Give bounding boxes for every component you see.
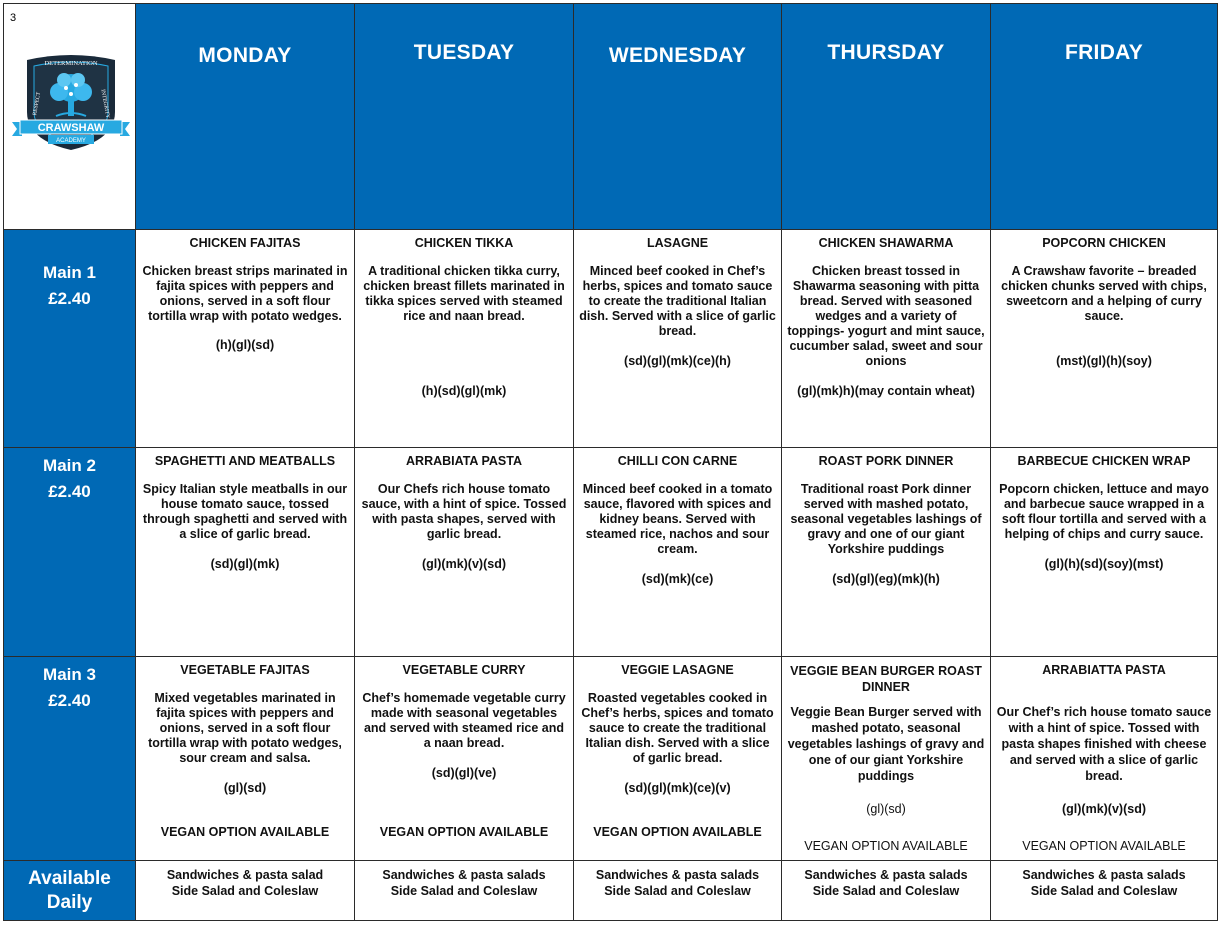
menu-cell (574, 448, 782, 657)
logo-motto-right: INTEGRITY (99, 88, 111, 119)
menu-cell (136, 448, 355, 657)
dish-title: POPCORN CHICKEN (1042, 236, 1166, 250)
dish-description: Traditional roast Pork dinner served with mashed potato, seasonal vegetables lashings of gravy and one of our giant Yorkshire puddings (790, 482, 982, 556)
allergen-codes: (gl)(mk)h)(may contain wheat) (797, 384, 975, 398)
allergen-codes: (mst)(gl)(h)(soy) (1056, 354, 1152, 368)
daily-cell (574, 861, 782, 921)
row-price: £2.40 (48, 289, 91, 308)
menu-cell (136, 657, 355, 861)
menu-cell (991, 448, 1218, 657)
dish-description: Minced beef cooked in a tomato sauce, flavored with spices and kidney beans. Served with steamed rice, nachos and sour cream. (582, 482, 773, 556)
daily-item-line1: Sandwiches & pasta salads (382, 868, 546, 882)
daily-cell (991, 861, 1218, 921)
dish-description: Mixed vegetables marinated in fajita spices with peppers and onions, served in a soft flour tortilla wrap with potato wedges, sour cream and salsa. (148, 691, 342, 765)
dish-description: Our Chefs rich house tomato sauce, with a hint of spice. Tossed with pasta shapes, served with garlic bread. (361, 482, 567, 541)
dish-description: Minced beef cooked in Chef’s herbs, spices and tomato sauce to create the traditional Italian dish. Served with a slice of garlic bread. (579, 264, 776, 338)
allergen-codes: (sd)(gl)(mk)(ce)(v) (624, 781, 731, 795)
row-price: £2.40 (48, 691, 91, 710)
dish-title: CHICKEN TIKKA (414, 236, 514, 250)
dish-title: CHICKEN FAJITAS (189, 236, 301, 250)
menu-cell (355, 448, 574, 657)
allergen-codes: (sd)(gl)(mk)(ce)(h) (624, 354, 731, 368)
dish-title: LASAGNE (646, 236, 709, 250)
allergen-codes: (sd)(gl)(eg)(mk)(h) (832, 572, 940, 586)
dish-description: Spicy Italian style meatballs in our house tomato sauce, tossed through spaghetti and served with a slice of garlic bread. (142, 482, 348, 541)
menu-cell (355, 230, 574, 448)
daily-item-line2: Side Salad and Coleslaw (171, 884, 319, 898)
day-header-tuesday: TUESDAY (355, 4, 574, 230)
dish-description: A traditional chicken tikka curry, chicken breast fillets marinated in tikka spices served with steamed rice and naan bread. (363, 264, 565, 323)
dish-title: CHILLI CON CARNE (617, 454, 738, 468)
allergen-codes: (sd)(gl)(mk) (210, 557, 280, 571)
dish-title: VEGGIE BEAN BURGER ROAST DINNER (790, 664, 982, 694)
row-label: Main 1 (43, 263, 96, 282)
dish-title: VEGETABLE CURRY (402, 663, 526, 677)
dish-title: ARRABIATA PASTA (406, 454, 522, 468)
daily-item-line2: Side Salad and Coleslaw (812, 884, 960, 898)
dish-description: Roasted vegetables cooked in Chef’s herbs, spices and tomato sauce to create the traditional Italian dish. Served with a slice of garlic bread. (581, 691, 774, 765)
dish-title: BARBECUE CHICKEN WRAP (1017, 454, 1191, 468)
logo-motto-top: DETERMINATION (44, 60, 98, 67)
row-header-available-daily (4, 861, 136, 921)
menu-cell (136, 230, 355, 448)
dish-description: Chicken breast strips marinated in fajita spices with peppers and onions, served in a soft flour tortilla wrap with potato wedges. (142, 264, 348, 323)
vegan-option-note: VEGAN OPTION AVAILABLE (593, 825, 762, 839)
vegan-option-note: VEGAN OPTION AVAILABLE (804, 839, 968, 853)
daily-item-line1: Sandwiches & pasta salads (1022, 868, 1186, 882)
menu-cell (782, 230, 991, 448)
daily-item-line2: Side Salad and Coleslaw (604, 884, 751, 898)
dish-title: ROAST PORK DINNER (818, 454, 954, 468)
menu-cell (782, 657, 991, 861)
daily-item-line2: Side Salad and Coleslaw (1030, 884, 1178, 898)
daily-label-line1: Available (28, 868, 111, 889)
allergen-codes: (gl)(sd) (866, 802, 906, 816)
menu-cell (991, 230, 1218, 448)
allergen-codes: (gl)(sd) (223, 781, 267, 795)
allergen-codes: (h)(gl)(sd) (215, 338, 275, 352)
daily-item-line2: Side Salad and Coleslaw (390, 884, 538, 898)
dish-description: Our Chef’s rich house tomato sauce with a hint of spice. Tossed with pasta shapes finished with cheese and served with a slice of garlic bread. (996, 705, 1212, 783)
row-label: Main 2 (43, 456, 96, 475)
menu-cell (991, 657, 1218, 861)
dish-description: Chicken breast tossed in Shawarma seasoning with pitta bread. Served with seasoned wedges and a variety of toppings- yogurt and mint sauce, cucumber salad, sweet and sour onions (787, 264, 985, 368)
menu-cell (782, 448, 991, 657)
menu-cell (574, 230, 782, 448)
crawshaw-academy-logo (12, 52, 130, 152)
logo-name: CRAWSHAW (37, 122, 105, 134)
row-header-main-1 (4, 230, 136, 448)
vegan-option-note: VEGAN OPTION AVAILABLE (1022, 839, 1186, 853)
day-header-friday: FRIDAY (991, 4, 1218, 230)
day-header-monday: MONDAY (136, 4, 355, 230)
dish-title: ARRABIATTA PASTA (1042, 663, 1166, 677)
dish-description: Chef’s homemade vegetable curry made with seasonal vegetables and served with steamed rice and a naan bread. (362, 691, 566, 750)
allergen-codes: (sd)(mk)(ce) (641, 572, 714, 586)
dish-description: A Crawshaw favorite – breaded chicken chunks served with chips, sweetcorn and a helping of curry sauce. (1001, 264, 1207, 323)
allergen-codes: (gl)(mk)(v)(sd) (1061, 802, 1146, 816)
daily-item-line1: Sandwiches & pasta salad (166, 868, 324, 882)
daily-cell (782, 861, 991, 921)
row-header-main-3 (4, 657, 136, 861)
day-header-thursday: THURSDAY (782, 4, 991, 230)
menu-cell (574, 657, 782, 861)
daily-item-line1: Sandwiches & pasta salads (595, 868, 760, 882)
dish-title: VEGETABLE FAJITAS (180, 663, 310, 677)
row-price: £2.40 (48, 482, 91, 501)
dish-description: Popcorn chicken, lettuce and mayo and barbecue sauce wrapped in a soft flour tortilla and served with a helping of chips and curry sauce. (999, 482, 1209, 541)
daily-item-line1: Sandwiches & pasta salads (804, 868, 968, 882)
daily-cell (355, 861, 574, 921)
logo-cell (4, 4, 136, 230)
allergen-codes: (h)(sd)(gl)(mk) (421, 384, 507, 398)
allergen-codes: (gl)(h)(sd)(soy)(mst) (1044, 557, 1164, 571)
logo-motto-left: RESPECT (32, 91, 43, 116)
daily-cell (136, 861, 355, 921)
dish-title: SPAGHETTI AND MEATBALLS (154, 454, 336, 468)
dish-title: VEGGIE LASAGNE (621, 663, 734, 677)
row-header-main-2 (4, 448, 136, 657)
dish-description: Veggie Bean Burger served with mashed potato, seasonal vegetables lashings of gravy and one of our giant Yorkshire puddings (787, 705, 985, 783)
menu-table (3, 3, 1218, 921)
logo-sub: ACADEMY (56, 138, 86, 144)
vegan-option-note: VEGAN OPTION AVAILABLE (160, 825, 330, 839)
page-number: 3 (10, 12, 17, 24)
dish-title: CHICKEN SHAWARMA (818, 236, 954, 250)
vegan-option-note: VEGAN OPTION AVAILABLE (379, 825, 549, 839)
daily-label-line2: Daily (46, 892, 93, 913)
day-header-wednesday: WEDNESDAY (574, 4, 782, 230)
menu-cell (355, 657, 574, 861)
allergen-codes: (gl)(mk)(v)(sd) (421, 557, 506, 571)
allergen-codes: (sd)(gl)(ve) (431, 766, 497, 780)
row-label: Main 3 (43, 665, 96, 684)
